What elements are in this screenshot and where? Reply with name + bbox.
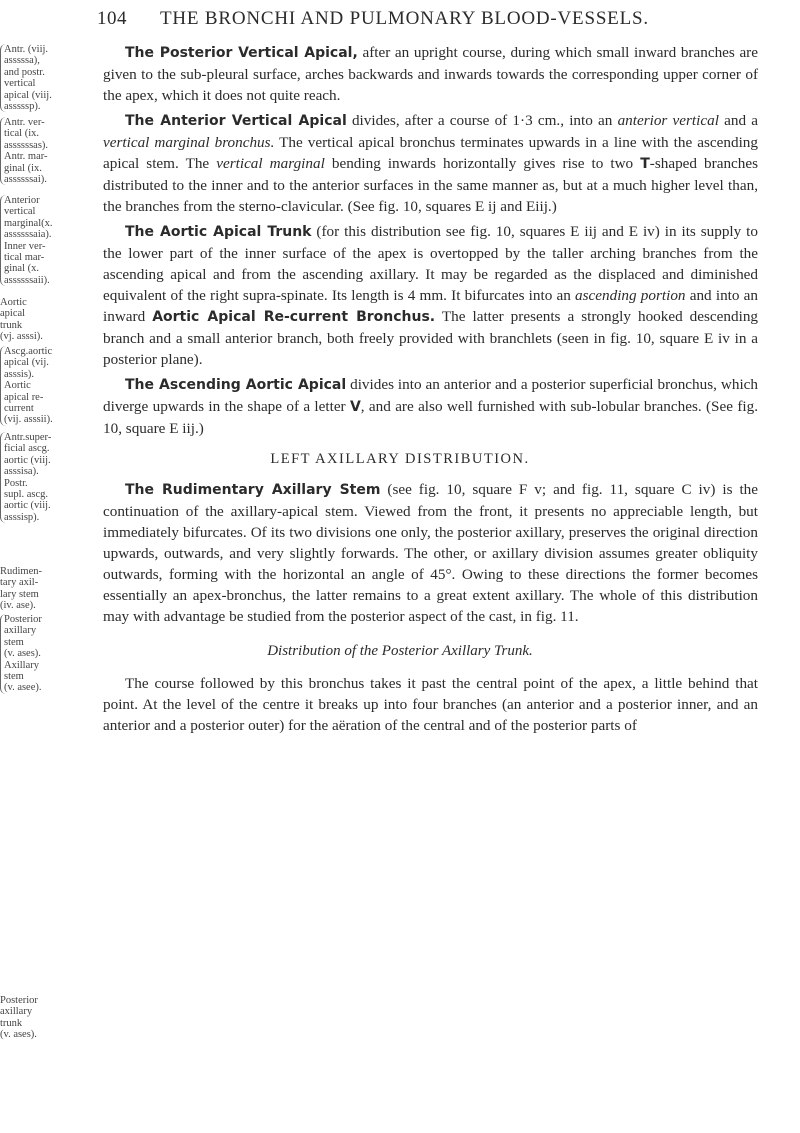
margin-notes (0, 0, 88, 1133)
paragraph-rudimentary-axillary-stem: The Rudimentary Axillary Stem (see fig. 10, square F v; and fig. 11, square C iv) is the continuation of the axillary-apical stem. Viewed from the front, it presents no appreciable length, but immediately bifurcates. Of its two divisions one only, the posterior axillary, preserves the original direction upwards, outwards, and very slightly forwards. The other, or axillary division assumes greater obliquity outwards, forming with the horizontal an angle of 45°. Owing to these directions the former becomes essentially an apex-bronchus, the latter remains to a great extent axillary. The whole of this distribution may with advantage be studied from the posterior aspect of the cast, in fig. 11. (103, 481, 758, 625)
paragraph-posterior-axillary-trunk: The course followed by this bronchus takes it past the central point of the apex, a little behind that point. At the level of the centre it breaks up into four branches (an anterior and a posterior inner, and an anterior and a posterior outer) for the aëration of the central and of the posterior parts of (103, 675, 758, 734)
paragraph-ascending-aortic-apical: The Ascending Aortic Apical divides into an anterior and a posterior superficial bronchus, which diverge upwards in the shape of a letter V, and are also well furnished with sub-lobular branches. (See fig. 10, square E iij.) (103, 376, 759, 437)
margin-note: Ascg.aortic apical (vij. asssis). Aortic apical re- current (vij. asssii). (0, 346, 92, 426)
margin-note: Posterior axillary stem (v. ases). Axillary stem (v. asee). (0, 614, 92, 694)
margin-note: Aortic apical trunk (vj. asssi). (0, 297, 43, 343)
running-title: THE BRONCHI AND PULMONARY BLOOD-VESSELS. (160, 8, 649, 29)
page-number: 104 (97, 8, 127, 29)
margin-note: Rudimen- tary axil- lary stem (iv. ase). (0, 566, 42, 612)
subsection-title: Distribution of the Posterior Axillary Trunk. (267, 643, 533, 659)
paragraph-anterior-vertical-apical: The Anterior Vertical Apical divides, after a course of 1·3 cm., into an anterior vertical and a vertical marginal bronchus. The vertical apical bronchus terminates upwards in a line with the ascending apical stem. The vertical marginal bending inwards horizontally gives rise to two T-shaped branches distributed to the inner and to the anterior surfaces in the same manner as, but at a much higher level than, the branches from the sterno-clavicular. (See fig. 10, squares E ij and Eiij.) (103, 112, 759, 215)
margin-note: Antr. (viij. asssssa), and postr. vertical apical (viij. asssssp). (0, 44, 92, 112)
margin-note: Antr.super- ficial ascg. aortic (viij. asssisa). Postr. supl. ascg. aortic (viij. asssisp). (0, 432, 92, 523)
margin-note: Antr. ver- tical (ix. assssssas). Antr. mar- ginal (ix. assssssai). (0, 117, 92, 185)
paragraph-posterior-vertical-apical: The Posterior Vertical Apical, after an upright course, during which small inward branches are given to the sub-pleural surface, arches backwards and inwards towards the corresponding upper corner of the apex, which it does not quite reach. (103, 44, 758, 104)
v-shape-glyph: V (349, 399, 361, 415)
body-text (103, 42, 758, 1122)
margin-note: Posterior axillary trunk (v. ases). (0, 995, 38, 1041)
margin-note: Anterior vertical marginal(x. assssssaia). Inner ver- tical mar- ginal (x. assssssaii). (0, 195, 92, 286)
section-title: LEFT AXILLARY DISTRIBUTION. (270, 451, 530, 467)
t-shape-glyph: T (640, 156, 650, 172)
page-header (0, 8, 800, 34)
paragraph-aortic-apical-trunk: The Aortic Apical Trunk (for this distribution see fig. 10, squares E iij and E iv) in its supply to the lower part of the inner surface of the apex is overtopped by the taller arching branches from the ascending apical and from the ascending axillary. It may be regarded as the displaced and diminished equivalent of the right supra-spinate. Its length is 4 mm. It bifurcates into an ascending portion and into an inward Aortic Apical Re-current Bronchus. The latter presents a strongly hooked descending branch and a small anterior branch, both freely provided with branchlets (seen in fig. 10, square E iv in a posterior plane). (103, 223, 759, 368)
